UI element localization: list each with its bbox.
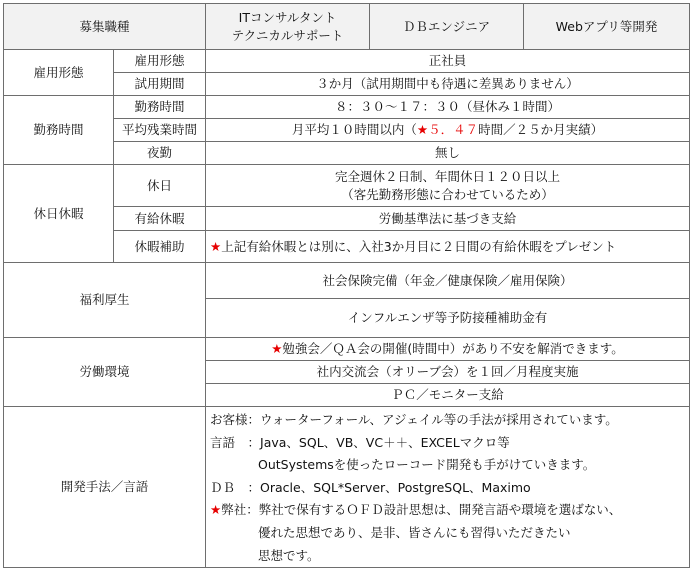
night-shift-label: 夜勤	[114, 142, 206, 165]
holidays-section-label: 休日休暇	[4, 165, 114, 263]
development-section-label: 開発手法／言語	[4, 407, 206, 568]
header-col1-line1: ITコンサルタント	[238, 9, 337, 25]
dev-company-text1: 弊社：弊社で保有するＯＦＤ設計思想は、開発言語や環境を選ばない、	[221, 502, 622, 518]
welfare-row-1	[4, 263, 690, 299]
holiday-line1: 完全週休２日制、年間休日１２０日以上	[335, 168, 561, 184]
holiday-row	[4, 165, 690, 207]
employment-type-value: 正社員	[206, 50, 690, 73]
header-it-consultant	[206, 4, 370, 50]
dev-company-line2: 優れた思想であり、是非、皆さんにも習得いただきたい	[258, 524, 571, 540]
trial-period-label: 試用期間	[114, 73, 206, 96]
leave-support-label: 休暇補助	[114, 231, 206, 263]
hours-section-label: 勤務時間	[4, 96, 114, 165]
employment-type-row	[4, 50, 690, 73]
overtime-prefix: 月平均１０時間以内（	[291, 122, 417, 137]
development-row	[4, 407, 690, 568]
header-db-engineer: ＤＢエンジニア	[370, 4, 524, 50]
development-content	[206, 407, 690, 568]
overtime-label: 平均残業時間	[114, 119, 206, 142]
paid-leave-label: 有給休暇	[114, 207, 206, 231]
work-hours-value: ８：３０～１７：３０（昼休み１時間）	[206, 96, 690, 119]
dev-company-line1	[210, 499, 685, 522]
dev-db-line: ＤＢ ：Oracle、SQL*Server、PostgreSQL、Maximo	[210, 479, 531, 495]
star-icon: ★	[271, 341, 283, 356]
employment-section-label: 雇用形態	[4, 50, 114, 96]
header-row	[4, 4, 690, 50]
header-col1-line2: テクニカルサポート	[231, 27, 344, 43]
environment-row-1	[4, 338, 690, 361]
environment-section-label: 労働環境	[4, 338, 206, 407]
star-icon: ★	[210, 238, 222, 254]
night-shift-value: 無し	[206, 142, 690, 165]
holiday-line2: （客先勤務形態に合わせているため）	[341, 186, 554, 202]
work-hours-label: 勤務時間	[114, 96, 206, 119]
welfare-item-1: 社会保険完備（年金／健康保険／雇用保険）	[206, 263, 690, 299]
leave-support-text: 上記有給休暇とは別に、入社3か月目に２日間の有給休暇をプレゼント	[221, 238, 617, 254]
dev-customer-line: お客様：ウォーターフォール、アジェイル等の手法が採用されています。	[210, 412, 618, 427]
recruitment-table-frame	[3, 3, 689, 572]
environment-item-3: ＰＣ／モニター支給	[206, 384, 690, 407]
welfare-section-label: 福利厚生	[4, 263, 206, 338]
overtime-suffix: 時間／２５か月実績）	[478, 122, 604, 137]
environment-item-1-text: 勉強会／ＱＡ会の開催(時間中）があり不安を解消できます。	[282, 341, 624, 356]
star-icon: ★	[416, 122, 429, 137]
overtime-highlight: ５．４７	[428, 122, 479, 137]
overtime-value	[206, 119, 690, 142]
work-hours-row	[4, 96, 690, 119]
recruitment-table	[3, 3, 690, 568]
welfare-item-2: インフルエンザ等予防接種補助金有	[206, 299, 690, 338]
header-job-type: 募集職種	[4, 4, 206, 50]
environment-item-2: 社内交流会（オリーブ会）を１回／月程度実施	[206, 361, 690, 384]
employment-type-label: 雇用形態	[114, 50, 206, 73]
dev-company-line3: 思想です。	[258, 547, 320, 563]
holiday-value	[206, 165, 690, 207]
leave-support-value	[206, 231, 690, 263]
dev-language-line1: 言語 ：Java、SQL、VB、VC＋＋、EXCELマクロ等	[210, 434, 510, 450]
paid-leave-value: 労働基準法に基づき支給	[206, 207, 690, 231]
trial-period-value: ３か月（試用期間中も待遇に差異ありません）	[206, 73, 690, 96]
star-icon: ★	[210, 502, 222, 518]
holiday-label: 休日	[114, 165, 206, 207]
header-web-dev: Webアプリ等開発	[524, 4, 690, 50]
environment-item-1	[206, 338, 690, 361]
dev-language-line2: OutSystemsを使ったローコード開発も手がけていきます。	[258, 457, 596, 473]
